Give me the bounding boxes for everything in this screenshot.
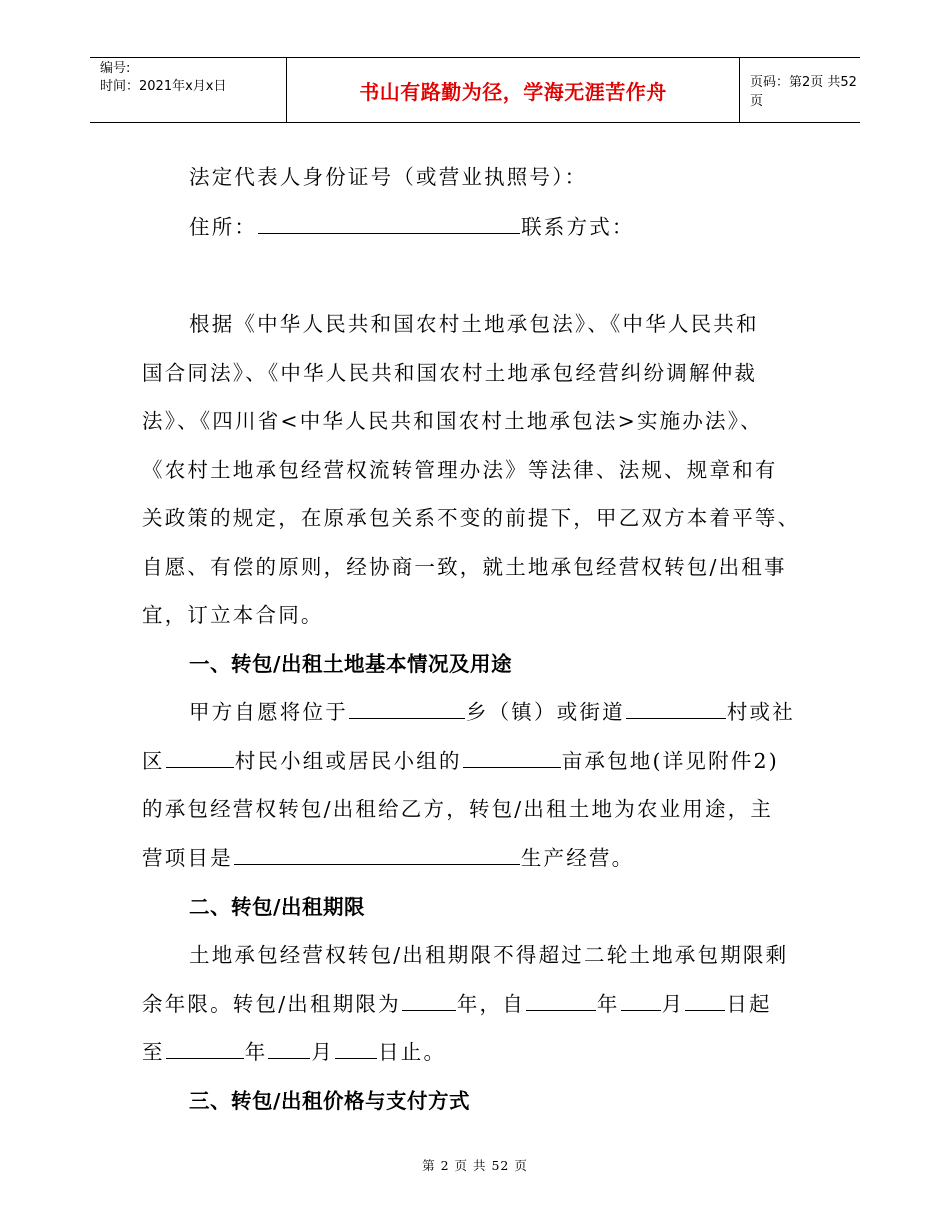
section-heading-2: 二、转包/出租期限 (189, 895, 365, 919)
contact-label: 联系方式： (521, 215, 635, 239)
address-blank[interactable] (258, 215, 520, 234)
term-years-blank[interactable] (402, 992, 456, 1011)
text-segment: 余年限。转包/出租期限为 (142, 992, 401, 1016)
land-area-line (142, 744, 779, 774)
paragraph-line: 国合同法》、《中华人民共和国农村土地承包经营纠纷调解仲裁 (142, 361, 758, 385)
document-time: 时间：2021年x月x日 (100, 79, 227, 94)
text-segment: 村民小组或居民小组的 (234, 749, 462, 773)
paragraph-line: 的承包经营权转包/出租给乙方，转包/出租土地为农业用途，主 (142, 797, 774, 821)
group-blank[interactable] (166, 749, 234, 768)
paragraph-line: 法》、《四川省<中华人民共和国农村土地承包法>实施办法》、 (142, 409, 763, 433)
text-segment: 区 (142, 749, 165, 773)
text-segment: 甲方自愿将位于 (189, 700, 348, 724)
term-line (142, 987, 772, 1017)
header-page-info: 页码：第2页 共52页 (750, 75, 857, 109)
page-footer: 第 2 页 共 52 页 (422, 1158, 528, 1173)
address-label: 住所： (189, 215, 258, 239)
text-segment: 至 (142, 1040, 165, 1064)
start-month-blank[interactable] (621, 992, 661, 1011)
paragraph-line: 宜，订立本合同。 (142, 603, 324, 627)
text-segment: 乡（镇）或街道 (465, 700, 625, 724)
text-segment: 月 (311, 1040, 335, 1064)
document-number-label: 编号: (100, 61, 131, 76)
end-month-blank[interactable] (268, 1040, 310, 1059)
text-segment: 年 (244, 1040, 268, 1064)
project-line (142, 841, 634, 871)
text-segment: 亩承包地(详见附件2) (561, 749, 779, 773)
end-year-blank[interactable] (166, 1040, 244, 1059)
township-blank[interactable] (349, 700, 465, 719)
paragraph-line: 土地承包经营权转包/出租期限不得超过二轮土地承包期限剩 (189, 943, 789, 967)
paragraph-line: 关政策的规定，在原承包关系不变的前提下，甲乙双方本着平等、 (142, 506, 801, 530)
text-segment: 日止。 (378, 1040, 447, 1064)
text-segment: 月 (661, 992, 685, 1016)
paragraph-line: 自愿、有偿的原则，经协商一致，就土地承包经营权转包/出租事 (142, 555, 787, 579)
paragraph-line: 根据《中华人民共和国农村土地承包法》、《中华人民共和 (189, 312, 759, 336)
start-year-blank[interactable] (526, 992, 596, 1011)
section-heading-1: 一、转包/出租土地基本情况及用途 (189, 652, 512, 676)
text-segment: 生产经营。 (520, 846, 635, 870)
land-location-line (189, 695, 795, 725)
header-left (100, 60, 290, 96)
section-heading-3: 三、转包/出租价格与支付方式 (189, 1089, 470, 1113)
project-blank[interactable] (234, 846, 520, 865)
start-day-blank[interactable] (685, 992, 725, 1011)
area-blank[interactable] (463, 749, 561, 768)
text-segment: 年 (596, 992, 620, 1016)
term-end-line (142, 1035, 446, 1065)
text-segment: 年，自 (456, 992, 525, 1016)
address-line (189, 210, 635, 240)
page-header (90, 57, 860, 123)
text-segment: 村或社 (726, 700, 795, 724)
paragraph-line: 《农村土地承包经营权流转管理办法》等法律、法规、规章和有 (142, 458, 778, 482)
id-number-line: 法定代表人身份证号（或营业执照号）： (189, 165, 588, 189)
end-day-blank[interactable] (335, 1040, 377, 1059)
header-motto: 书山有路勤为径，学海无涯苦作舟 (286, 58, 740, 122)
village-blank[interactable] (626, 700, 726, 719)
text-segment: 营项目是 (142, 846, 233, 870)
text-segment: 日起 (726, 992, 772, 1016)
